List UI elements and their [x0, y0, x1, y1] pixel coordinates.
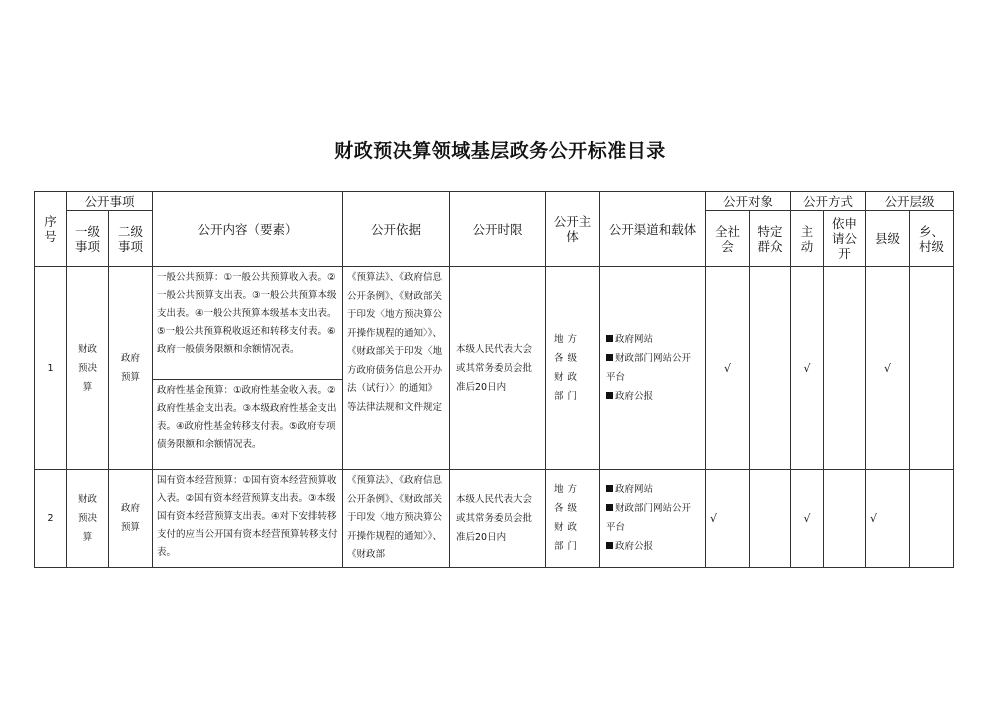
- catalog-table: [34, 191, 954, 568]
- row-seq: 2: [35, 470, 67, 568]
- row-basis: 《预算法》、《政府信息公开条例》、《财政部关于印发〈地方预决算公开操作规程的通知〉》、《财政部关于印发〈地方政府债务信息公开办法（试行）〉的通知》等法律法规和文件规定: [343, 267, 450, 470]
- header-channel: 公开渠道和载体: [600, 192, 706, 267]
- table-row: [35, 267, 954, 380]
- header-target: 公开对象: [706, 192, 791, 211]
- header-mode-request: 依申请公开: [824, 211, 866, 267]
- header-content: 公开内容（要素）: [153, 192, 343, 267]
- row-mode-request: [824, 470, 866, 568]
- row-content-general: 一般公共预算：①一般公共预算收入表。②一般公共预算支出表。③一般公共预算本级支出表。④一般公共预算本级基本支出表。⑤一般公共预算税收返还和转移支付表。⑥政府一般债务限额和余额情况表。: [153, 267, 343, 380]
- row-level-county: √: [866, 267, 910, 470]
- channel-item: 财政部门网站公开平台: [606, 503, 692, 534]
- header-subject: 公开主体: [546, 192, 600, 267]
- row-seq: 1: [35, 267, 67, 470]
- header-level: 公开层级: [866, 192, 954, 211]
- row-mode-request: [824, 267, 866, 470]
- row-subject: 地方各级财政部门: [546, 470, 600, 568]
- header-target-specific: 特定群众: [750, 211, 791, 267]
- row-target-specific: [750, 267, 791, 470]
- row-time-limit: 本级人民代表大会或其常务委员会批准后20日内: [450, 267, 546, 470]
- header-matters: 公开事项: [67, 192, 153, 211]
- channel-item: 政府公报: [606, 387, 699, 406]
- row-mode-active: √: [791, 470, 824, 568]
- header-basis: 公开依据: [343, 192, 450, 267]
- row-target-all: √: [706, 470, 750, 568]
- square-bullet-icon: [606, 542, 613, 549]
- header-mode: 公开方式: [791, 192, 866, 211]
- header-row-1: [35, 192, 954, 211]
- channel-item: 财政部门网站公开平台: [606, 353, 692, 383]
- square-bullet-icon: [606, 335, 613, 342]
- row-level1: 财政预决算: [67, 267, 109, 470]
- header-level-county: 县级: [866, 211, 910, 267]
- row-content-fund: 政府性基金预算：①政府性基金收入表。②政府性基金支出表。③本级政府性基金支出表。④政府性基金转移支付表。⑤政府专项债务限额和余额情况表。: [153, 380, 343, 470]
- header-level2: 二级事项: [109, 211, 153, 267]
- row-mode-active: √: [791, 267, 824, 470]
- header-target-all: 全社会: [706, 211, 750, 267]
- header-level-town: 乡、村级: [910, 211, 954, 267]
- row-time-limit: 本级人民代表大会或其常务委员会批准后20日内: [450, 470, 546, 568]
- square-bullet-icon: [606, 354, 613, 361]
- channel-item: 政府网站: [606, 480, 699, 499]
- square-bullet-icon: [606, 392, 613, 399]
- square-bullet-icon: [606, 504, 613, 511]
- row-subject: 地方各级财政部门: [546, 267, 600, 470]
- header-level1: 一级事项: [67, 211, 109, 267]
- header-mode-active: 主动: [791, 211, 824, 267]
- channel-item: 政府公报: [606, 537, 699, 556]
- row-basis: 《预算法》、《政府信息公开条例》、《财政部关于印发〈地方预决算公开操作规程的通知〉》、《财政部: [343, 470, 450, 568]
- row-target-all: √: [706, 267, 750, 470]
- row-level2: 政府预算: [109, 470, 153, 568]
- row-target-specific: [750, 470, 791, 568]
- row-level-county: √: [866, 470, 910, 568]
- header-time-limit: 公开时限: [450, 192, 546, 267]
- channel-item: 政府网站: [606, 330, 699, 349]
- page-title: 财政预决算领域基层政务公开标准目录: [334, 140, 666, 162]
- row-channels: [600, 470, 706, 568]
- row-content-state-capital: 国有资本经营预算：①国有资本经营预算收入表。②国有资本经营预算支出表。③本级国有资本经营预算支出表。④对下安排转移支付的应当公开国有资本经营预算转移支付表。: [153, 470, 343, 568]
- row-level-town: [910, 470, 954, 568]
- table-row: [35, 470, 954, 568]
- row-level-town: [910, 267, 954, 470]
- row-level2: 政府预算: [109, 267, 153, 470]
- header-seq: 序号: [35, 192, 67, 267]
- row-channels: [600, 267, 706, 470]
- row-level1: 财政预决算: [67, 470, 109, 568]
- square-bullet-icon: [606, 485, 613, 492]
